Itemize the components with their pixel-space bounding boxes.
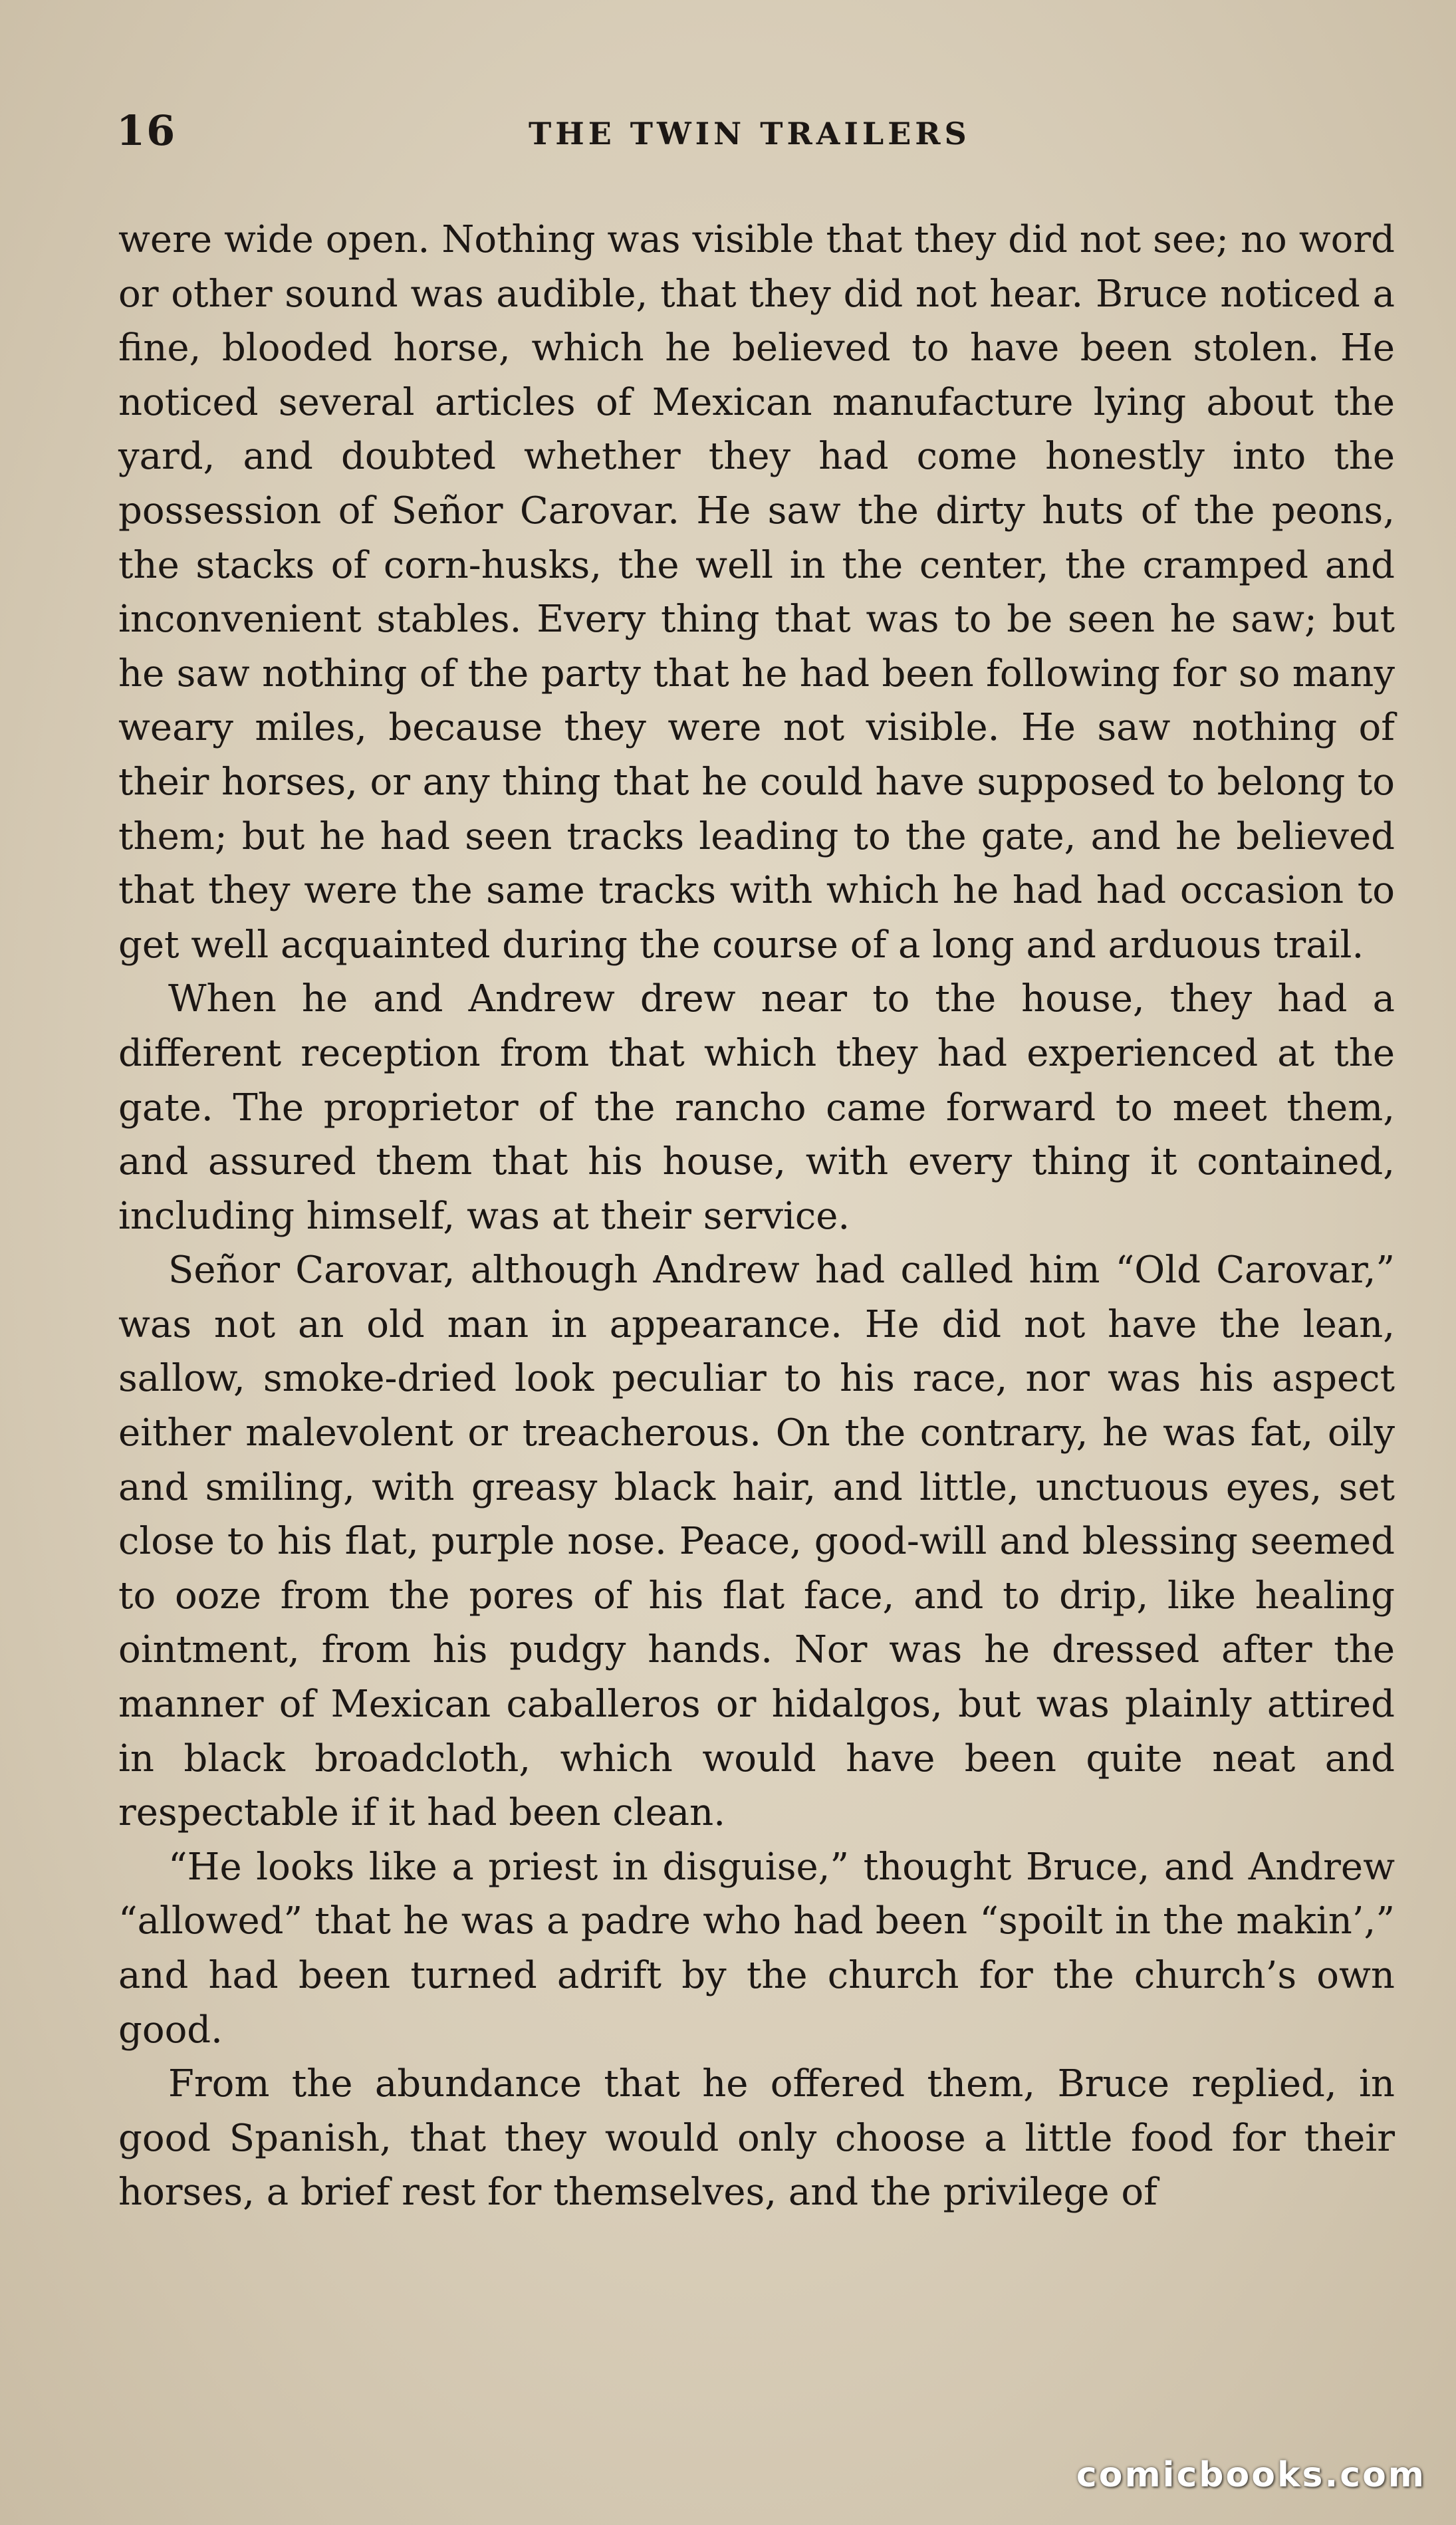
site-watermark: comicbooks.com <box>1076 2455 1426 2495</box>
paragraph-1: were wide open. Nothing was visible that they did not see; no word or other sound was audible, that they did not hear. Bruce noticed a fine, blooded horse, which he believed to have been stolen. He noticed several articles of Mexican manufacture lying about the yard, and doubted whether they had come honestly into the possession of Señor Carovar. He saw the dirty huts of the peons, the stacks of corn-husks, the well in the center, the cramped and inconvenient stables. Every thing that was to be seen he saw; but he saw nothing of the party that he had been following for so many weary miles, because they were not visible. He saw nothing of their horses, or any thing that he could have supposed to belong to them; but he had seen tracks leading to the gate, and he believed that they were the same tracks with which he had had occasion to get well acquainted during the course of a long and arduous trail. <box>118 218 1395 967</box>
running-title: THE TWIN TRAILERS <box>529 116 971 152</box>
paragraph-3: Señor Carovar, although Andrew had called him “Old Carovar,” was not an old man in appearance. He did not have the lean, sallow, smoke-dried look peculiar to his race, nor was his aspect either malevolent or treacherous. On the contrary, he was fat, oily and smiling, with greasy black hair, and little, unctuous eyes, set close to his flat, purple nose. Peace, good-will and blessing seemed to ooze from the pores of his flat face, and to drip, like healing ointment, from his pudgy hands. Nor was he dressed after the manner of Mexican caballeros or hidalgos, but was plainly attired in black broadcloth, which would have been quite neat and respectable if it had been clean. <box>118 1249 1395 1835</box>
paragraph-5: From the abundance that he offered them, Bruce replied, in good Spanish, that they would only choose a little food for their horses, a brief rest for themselves, and the privilege of <box>118 2062 1395 2215</box>
body-text <box>118 213 1395 2220</box>
page-number: 16 <box>116 106 177 155</box>
paragraph-4: “He looks like a priest in disguise,” thought Bruce, and Andrew “allowed” that he was a padre who had been “spoilt in the makin’,” and had been turned adrift by the church for the church’s own good. <box>118 1845 1395 2052</box>
page-header <box>116 106 1393 166</box>
paragraph-2: When he and Andrew drew near to the house, they had a different reception from that which they had experienced at the gate. The proprietor of the rancho came forward to meet them, and assured them that his house, with every thing it contained, including himself, was at their service. <box>118 977 1395 1238</box>
